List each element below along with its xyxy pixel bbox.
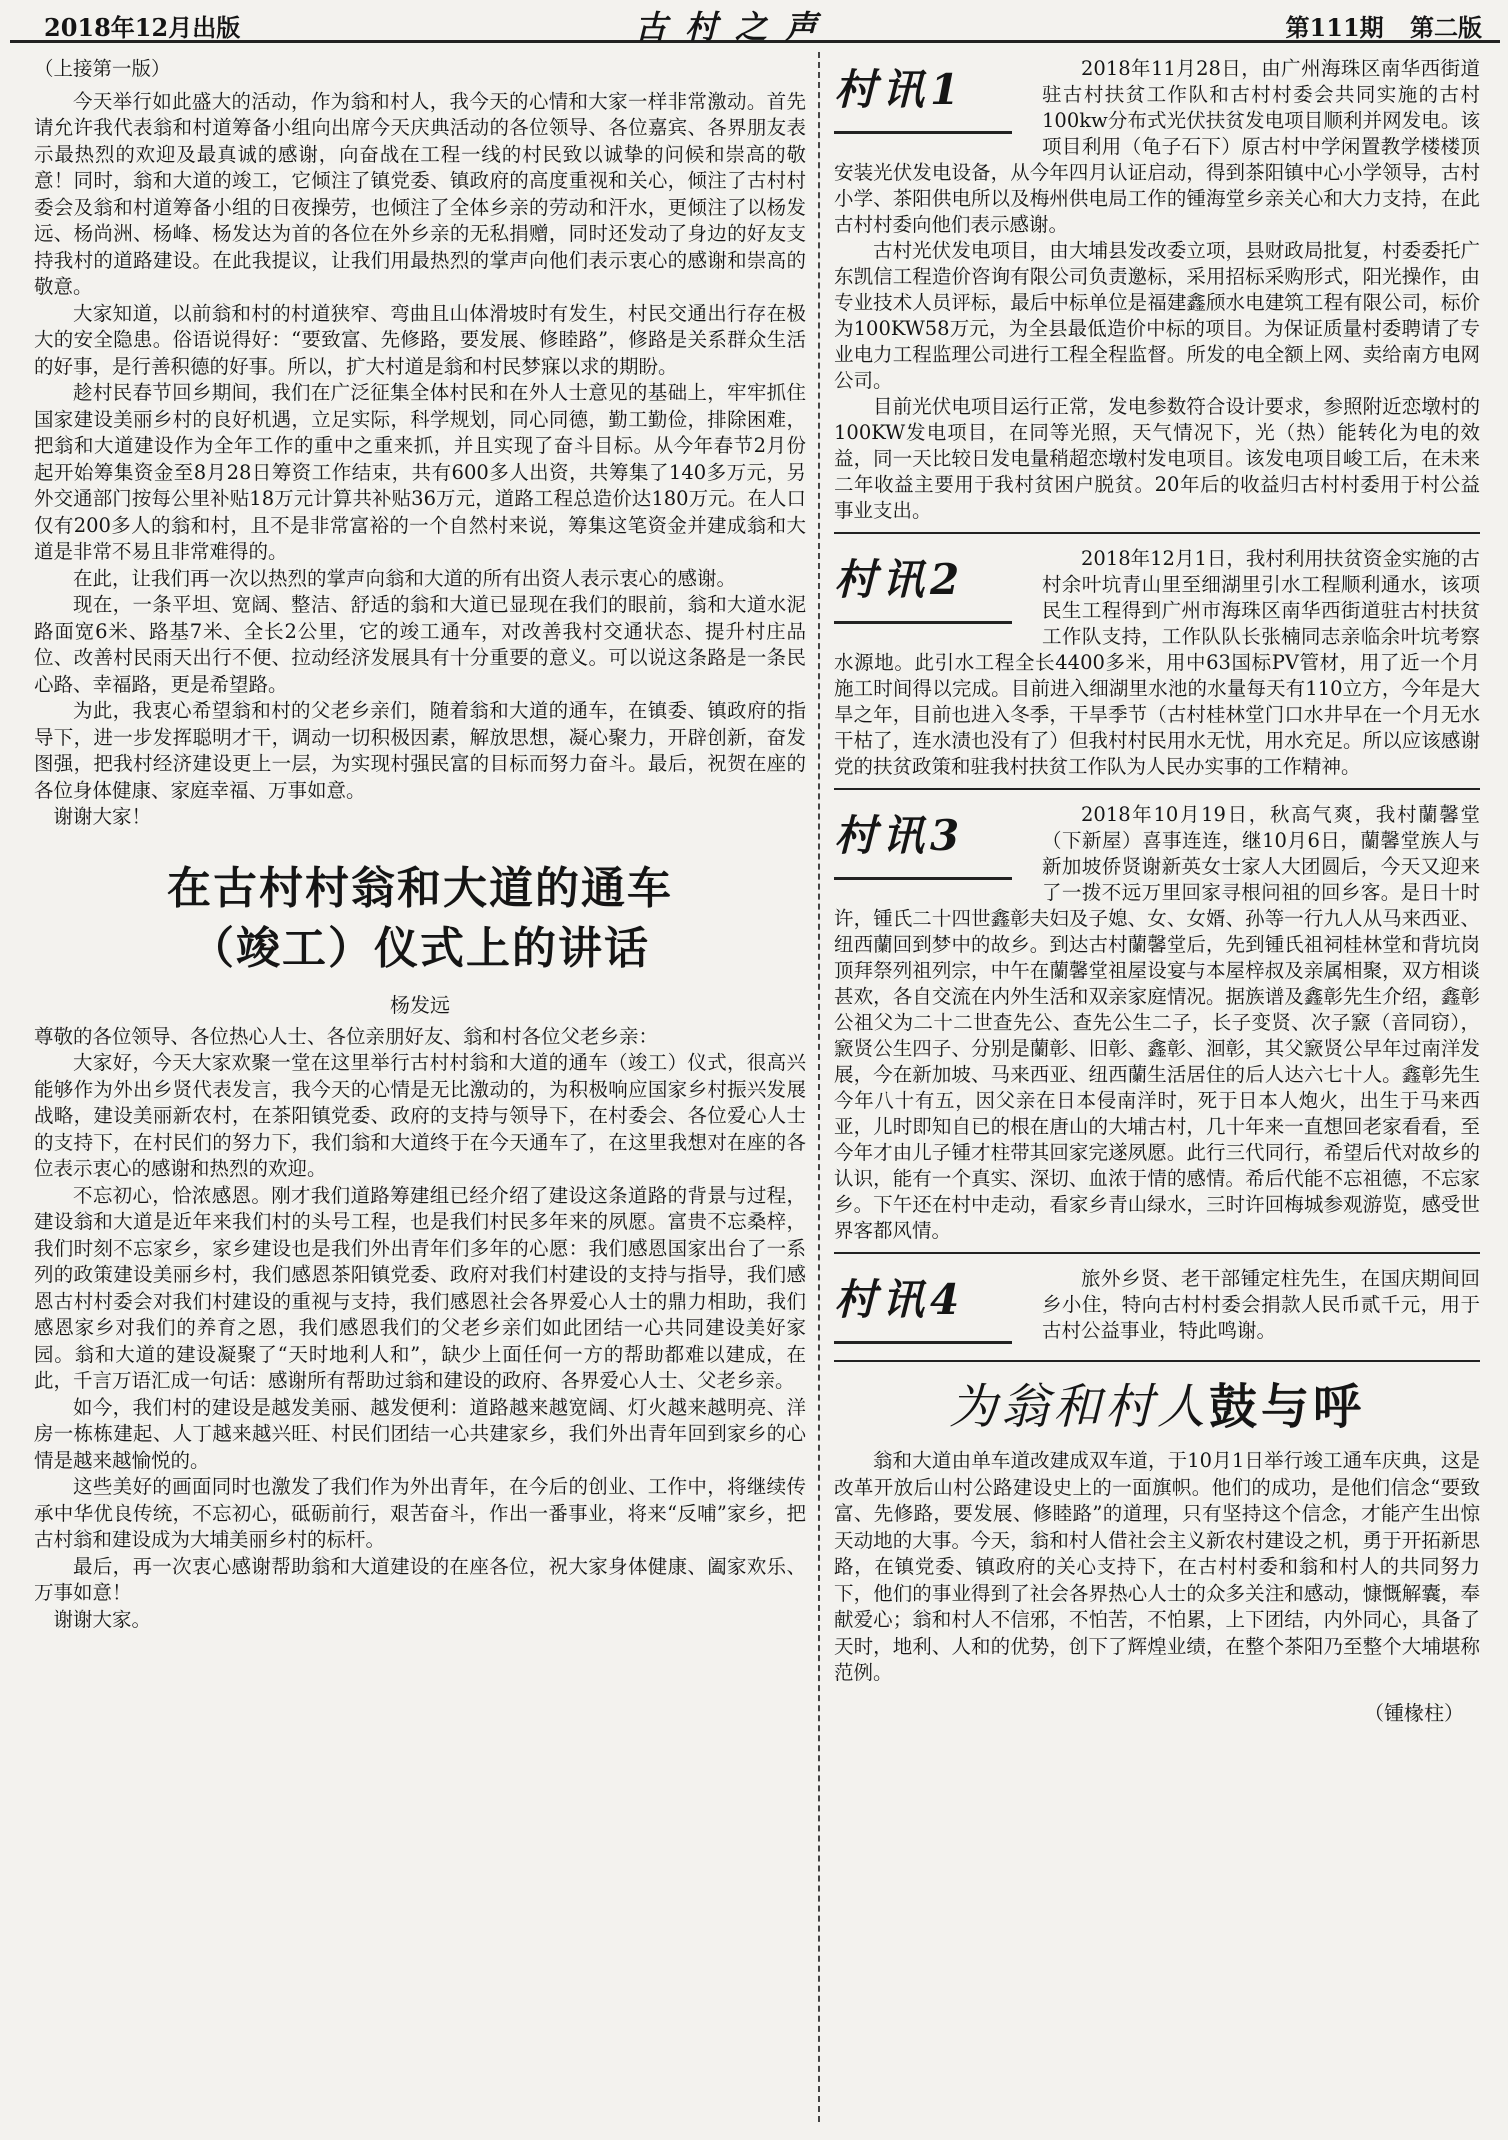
left-column: [34, 56, 806, 1633]
village-news-4: [834, 1266, 1480, 1362]
news-paragraph: 2018年12月1日，我村利用扶贫资金实施的古村余叶坑青山里至细湖里引水工程顺利通水，该项民生工程得到广州市海珠区南华西街道驻古村扶贫工作队支持，工作队队长张楠同志亲临余叶坑考察水源地。此引水工程全长4400多米，用中63国标PV管材，用了近一个月施工时间得以完成。目前进入细湖里水池的水量每天有110立方，今年是大旱之年，目前也进入冬季，干旱季节（古村桂林堂门口水井早在一个月无水干枯了，连水渍也没有了）但我村村民用水无忧，用水充足。所以应该感谢党的扶贫政策和驻我村扶贫工作队为人民办实事的工作精神。: [834, 547, 1480, 778]
appeal-title-part-2: 鼓与呼: [1209, 1379, 1366, 1435]
news-title-underline: [834, 131, 1012, 134]
speech-salutation: 尊敬的各位领导、各位热心人士、各位亲朋好友、翁和村各位父老乡亲：: [34, 1024, 659, 1048]
page-header: [10, 0, 1500, 46]
speech-title: [34, 859, 806, 979]
speech-a-closing: 谢谢大家！: [53, 805, 152, 828]
speech-b-paragraph: 大家好，今天大家欢聚一堂在这里举行古村村翁和大道的通车（竣工）仪式，很高兴能够作为外出乡贤代表发言，我今天的心情是无比激动的，为积极响应国家乡村振兴发展战略，建设美丽新农村，在茶阳镇党委、政府的支持与领导下，在村委会、各位爱心人士的支持下，在村民们的努力下，我们翁和大道终于在今天通车了，在这里我想对在座的各位表示衷心的感谢和热烈的欢迎。: [34, 1051, 806, 1180]
masthead: 古村之声: [634, 8, 835, 46]
news-title-underline: [834, 621, 1012, 624]
speech-b-paragraph: 这些美好的画面同时也激发了我们作为外出青年，在今后的创业、工作中，将继续传承中华优良传统，不忘初心，砥砺前行，艰苦奋斗，作出一番事业，将来“反哺”家乡，把古村翁和建设成为大埔美丽乡村的标杆。: [34, 1475, 806, 1551]
speech-title-line-1: 在古村村翁和大道的通车: [167, 862, 673, 914]
continued-note: （上接第一版）: [34, 57, 171, 80]
speech-a-paragraph: 在此，让我们再一次以热烈的掌声向翁和大道的所有出资人表示衷心的感谢。: [73, 566, 737, 590]
appeal-paragraph: 翁和大道由单车道改建成双车道，于10月1日举行竣工通车庆典，这是改革开放后山村公路建设史上的一面旗帜。他们的成功，是他们信念“要致富、先修路，要发展、修睦路”的道理，只有坚持这个信念，才能产生出惊天动地的大事。今天，翁和村人借社会主义新农村建设之机，勇于开拓新思路，在镇党委、镇政府的关心支持下，在古村村委和翁和村人的共同努力下，他们的事业得到了社会各界热心人士的众多关注和感动，慷慨解囊，奉献爱心；翁和村人不信邪，不怕苦，不怕累，上下团结，内外同心，具备了天时，地利、人和的优势，创下了辉煌业绩，在整个茶阳乃至整个大埔堪称范例。: [834, 1449, 1480, 1684]
news-title-underline: [834, 877, 1012, 880]
speech-b-paragraph: 如今，我们村的建设是越发美丽、越发便利：道路越来越宽阔、灯火越来越明亮、洋房一栋栋建起、人丁越来越兴旺、村民们团结一心共建家乡，我们外出青年回到家乡的心情是越来越愉悦的。: [34, 1395, 806, 1472]
village-news-3: [834, 802, 1480, 1254]
news-heading: [834, 550, 1030, 628]
news-paragraph: 2018年11月28日，由广州海珠区南华西街道驻古村扶贫工作队和古村村委会共同实施的古村100kw分布式光伏扶贫发电项目顺利并网发电。该项目利用（龟子石下）原古村中学闲置教学楼楼顶安装光伏发电设备，从今年四月认证启动，得到茶阳镇中心小学领导，古村小学、茶阳供电所以及梅州供电局工作的锺海堂乡亲关心和大力支持，在此古村村委向他们表示感谢。: [834, 57, 1480, 236]
news-heading: [834, 1270, 1030, 1348]
issue-info: 第111期 第二版: [1285, 13, 1482, 42]
speech-a-paragraph: 为此，我衷心希望翁和村的父老乡亲们，随着翁和大道的通车，在镇委、镇政府的指导下，进一步发挥聪明才干，调动一切积极因素，解放思想，凝心聚力，开辟创新，奋发图强，把我村经济建设更上一层，为实现村强民富的目标而努力奋斗。最后，祝贺在座的各位身体健康、家庭幸福、万事如意。: [34, 699, 806, 802]
speech-a-paragraph: 大家知道，以前翁和村的村道狭窄、弯曲且山体滑坡时有发生，村民交通出行存在极大的安全隐患。俗语说得好：“要致富、先修路，要发展、修睦路”，修路是关系群众生活的好事，是行善积德的好事。所以，扩大村道是翁和村民梦寐以求的期盼。: [34, 301, 806, 378]
speech-b-paragraph: 不忘初心，恰浓感恩。刚才我们道路筹建组已经介绍了建设这条道路的背景与过程，建设翁和大道是近年来我们村的头号工程，也是我们村民多年来的夙愿。富贵不忘桑梓，我们时刻不忘家乡，家乡建设也是我们外出青年们多年的心愿：我们感恩国家出台了一系列的政策建设美丽乡村，我们感恩茶阳镇党委、政府对我们村建设的支持与指导，我们感恩古村村委会对我们村建设的重视与支持，我们感恩社会各界爱心人士的鼎力相助，我们感恩家乡对我们的养育之恩，我们感恩我们的父老乡亲们如此团结一心共同建设美好家园。翁和大道的建设凝聚了“天时地利人和”，缺少上面任何一方的帮助都难以建成，在此，千言万语汇成一句话：感谢所有帮助过翁和建设的政府、各界爱心人士、父老乡亲。: [34, 1183, 806, 1392]
news-title: 村讯2: [834, 555, 966, 604]
speech-b-paragraph: 最后，再一次衷心感谢帮助翁和大道建设的在座各位，祝大家身体健康、阖家欢乐、万事如意！: [34, 1554, 806, 1604]
right-column: [834, 56, 1480, 1726]
news-title: 村讯3: [834, 811, 966, 860]
appeal-title-part-1: 为翁和村人: [948, 1379, 1209, 1435]
news-paragraph: 2018年10月19日，秋高气爽，我村蘭馨堂（下新屋）喜事连连，继10月6日，蘭馨堂族人与新加坡侨贤谢新英女士家人大团圆后，今天又迎来了一拨不远万里回家寻根问祖的回乡客。是日十时许，锺氏二十四世鑫彰夫妇及子媳、女、女婿、孙等一行九人从马来西亚、纽西蘭回到梦中的故乡。到达古村蘭馨堂后，先到锺氏祖祠桂林堂和背坑岗顶拜祭列祖列宗，中午在蘭馨堂祖屋设宴与本屋梓叔及亲属相聚，双方相谈甚欢，各自交流在内外生活和双亲家庭情况。据族谱及鑫彰先生介绍，鑫彰公祖父为二十二世查先公、查先公生二子，长子变贤、次子窾（音同窃），窾贤公生四子、分别是蘭彰、旧彰、鑫彰、洄彰，其父窾贤公早年过南洋发展，今在新加坡、马来西亚、纽西蘭生活居住的后人达六七十人。鑫彰先生今年八十有五，因父亲在日本侵南洋时，死于日本人炮火，出生于马来西亚，儿时即知自已的根在唐山的大埔古村，几十年来一直想回老家看看，至今年才由儿子锺才柱带其回家完遂夙愿。此行三代同行，希望后代对故乡的认识，能有一个真实、深切、血浓于情的感情。希后代能不忘祖德，不忘家乡。下午还在村中走动，看家乡青山绿水，三时许回梅城参观游览，感受世界客都风情。: [834, 803, 1480, 1242]
news-title-underline: [834, 1341, 1012, 1344]
column-divider: [818, 52, 820, 2122]
appeal-title: [834, 1376, 1480, 1438]
news-paragraph: 目前光伏电项目运行正常，发电参数符合设计要求，参照附近恋墩村的100KW发电项目，在同等光照，天气情况下，光（热）能转化为电的效益，同一天比较日发电量稍超恋墩村发电项目。该发电项目峻工后，在未来二年收益主要用于我村贫困户脱贫。20年后的收益归古村村委用于村公益事业支出。: [834, 395, 1480, 522]
speech-author: 杨发远: [390, 992, 450, 1017]
speech-a-paragraph: 现在，一条平坦、宽阔、整洁、舒适的翁和大道已显现在我们的眼前，翁和大道水泥路面宽6米、路基7米、全长2公里，它的竣工通车，对改善我村交通状态、提升村庄品位、改善村民雨天出行不便、拉动经济发展具有十分重要的意义。可以说这条路是一条民心路、幸福路，更是希望路。: [34, 593, 806, 696]
village-news-1: [834, 56, 1480, 534]
speech-b-closing: 谢谢大家。: [53, 1607, 152, 1631]
speech-a-paragraph: 趁村民春节回乡期间，我们在广泛征集全体村民和在外人士意见的基础上，牢牢抓住国家建设美丽乡村的良好机遇，立足实际，科学规划，同心同德，勤工勤俭，排除困难，把翁和大道建设作为全年工作的重中之重来抓，并且实现了奋斗目标。从今年春节2月份起开始筹集资金至8月28日筹资工作结束，共有600多人出资，共筹集了140多万元，另外交通部门按每公里补贴18万元计算共补贴36万元，道路工程总造价达180万元。在人口仅有200多人的翁和村，且不是非常富裕的一个自然村来说，筹集这笔资金并建成翁和大道是非常不易且非常难得的。: [34, 381, 806, 563]
publish-date: 2018年12月出版: [44, 13, 241, 42]
speech-a-paragraph: 今天举行如此盛大的活动，作为翁和村人，我今天的心情和大家一样非常激动。首先请允许我代表翁和村道筹备小组向出席今天庆典活动的各位领导、各位嘉宾、各界朋友表示最热烈的欢迎及最真诚的感谢，向奋战在工程一线的村民致以诚挚的问候和崇高的敬意！同时，翁和大道的竣工，它倾注了镇党委、镇政府的高度重视和关心，倾注了古村村委会及翁和村道筹备小组的日夜操劳，也倾注了全体乡亲的劳动和汗水，更倾注了以杨发远、杨尚洲、杨峰、杨发达为首的各位在外乡亲的无私捐赠，同时还发动了身边的好友支持我村的道路建设。在此我提议，让我们用最热烈的掌声向他们表示衷心的感谢和崇高的敬意。: [34, 89, 806, 298]
appeal-author: （锺椽柱）: [1364, 1700, 1464, 1725]
village-news-2: [834, 546, 1480, 790]
news-heading: [834, 806, 1030, 884]
news-title: 村讯4: [834, 1275, 966, 1324]
news-paragraph: 旅外乡贤、老干部锺定柱先生，在国庆期间回乡小住，特向古村村委会捐款人民币贰千元，用于古村公益事业，特此鸣谢。: [1042, 1267, 1480, 1342]
news-title: 村讯1: [834, 65, 966, 114]
news-paragraph: 古村光伏发电项目，由大埔县发改委立项，县财政局批复，村委委托广东凯信工程造价咨询有限公司负责邀标，采用招标采购形式，阳光操作，由专业技术人员评标，最后中标单位是福建鑫颀水电建筑工程有限公司，标价为100KW58万元，为全县最低造价中标的项目。为保证质量村委聘请了专业电力工程监理公司进行工程全程监督。所发的电全额上网、卖给南方电网公司。: [834, 239, 1480, 392]
speech-title-line-2: （竣工）仪式上的讲话: [190, 922, 650, 974]
news-heading: [834, 60, 1030, 138]
